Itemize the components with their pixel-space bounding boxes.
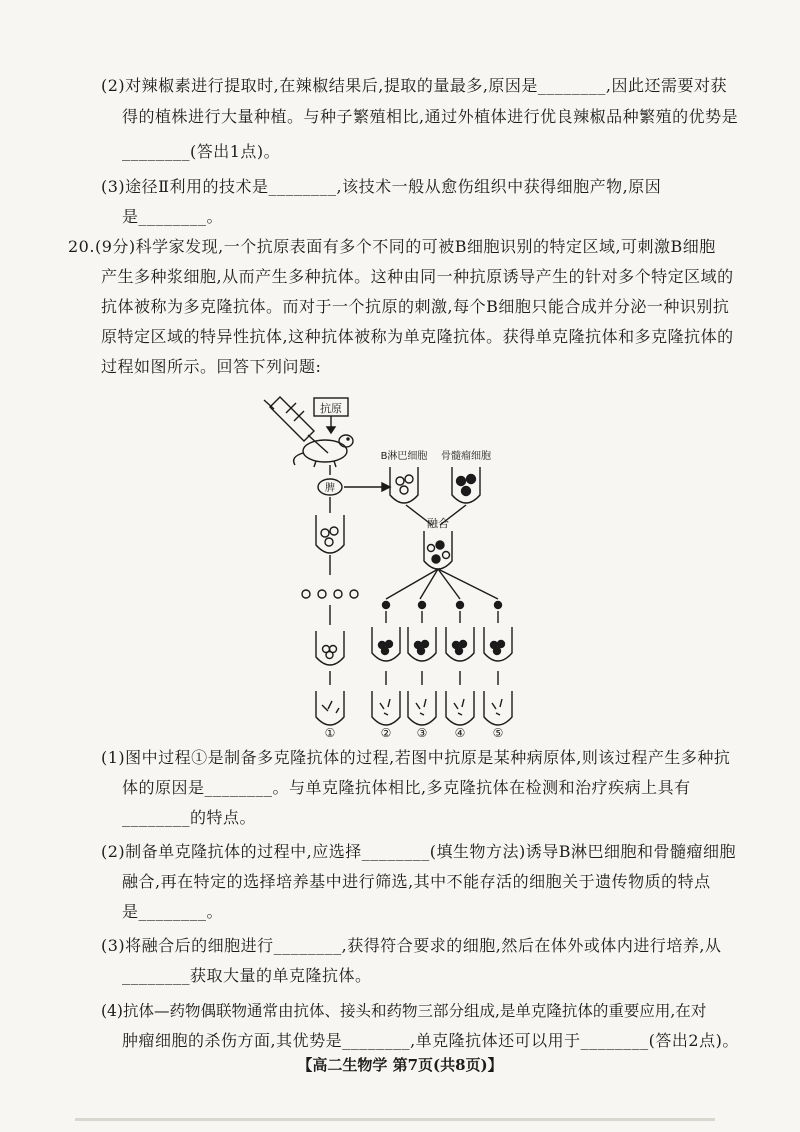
q20-part1-line2: 体的原因是________。与单克隆抗体相比,多克隆抗体在检测和治疗疾病上具有 [122, 778, 691, 797]
antibody-tube-1 [316, 691, 344, 725]
q20-intro-line1: 20.(9分)科学家发现,一个抗原表面有多个不同的可被B细胞识别的特定区域,可刺激B细胞 [68, 237, 716, 256]
q20-part2-line3: 是________。 [122, 902, 224, 921]
q19-part3-line1: (3)途径Ⅱ利用的技术是________,该技术一般从愈伤组织中获得细胞产物,原因 [101, 177, 662, 196]
antibody-tube-3 [408, 691, 436, 725]
label-fusion: 融合 [427, 517, 449, 530]
page-footer: 【高二生物学 第7页(共8页)】 [297, 1056, 503, 1074]
label-n3: ③ [416, 726, 428, 740]
q20-intro-line2: 产生多种浆细胞,从而产生多种抗体。这种由同一种抗原诱导产生的针对多个特定区域的 [101, 267, 734, 286]
label-myeloma: 骨髓瘤细胞 [441, 451, 491, 462]
label-b-cell: B淋巴细胞 [380, 451, 428, 462]
label-antigen: 抗原 [320, 402, 342, 415]
label-spleen: 脾 [325, 483, 335, 494]
q19-part2-line3: ________(答出1点)。 [122, 142, 281, 161]
q20-part2-line2: 融合,再在特定的选择培养基中进行筛选,其中不能存活的细胞关于遗传物质的特点 [122, 872, 711, 891]
myeloma-tube [452, 467, 480, 503]
label-n2: ② [380, 726, 392, 740]
scan-edge [75, 1118, 715, 1121]
q20-part4-line1: (4)抗体—药物偶联物通常由抗体、接头和药物三部分组成,是单克隆抗体的重要应用,在对 [101, 1002, 707, 1020]
q19-part2-line1: (2)对辣椒素进行提取时,在辣椒结果后,提取的量最多,原因是________,因此还需要对获 [101, 76, 728, 95]
b-cell-tube [390, 467, 418, 503]
label-n5: ⑤ [492, 726, 504, 740]
q20-part3-line1: (3)将融合后的细胞进行________,获得符合要求的细胞,然后在体外或体内进行培养,从 [101, 936, 722, 955]
q20-intro-line3: 抗体被称为多克隆抗体。而对于一个抗原的刺激,每个B细胞只能合成并分泌一种识别抗 [101, 297, 730, 316]
antibody-tube-5 [484, 691, 512, 725]
q20-intro-line4: 原特定区域的特异性抗体,这种抗体被称为单克隆抗体。获得单克隆抗体和多克隆抗体的 [101, 327, 734, 346]
q20-part1-line3: ________的特点。 [122, 808, 257, 827]
q19-part3-line2: 是________。 [122, 207, 224, 226]
q20-part3-line2: ________获取大量的单克隆抗体。 [122, 966, 372, 985]
q20-intro-line5: 过程如图所示。回答下列问题: [101, 357, 322, 376]
q20-part4-line2: 肿瘤细胞的杀伤方面,其优势是________,单克隆抗体还可以用于________(答出2点)。 [122, 1031, 739, 1050]
antibody-diagram [250, 395, 560, 740]
polyclonal-tube [316, 515, 344, 553]
antibody-tube-2 [372, 691, 400, 725]
label-n1: ① [324, 726, 336, 740]
antibody-tube-4 [446, 691, 474, 725]
label-n4: ④ [454, 726, 466, 740]
q19-part2-line2: 得的植株进行大量种植。与种子繁殖相比,通过外植体进行优良辣椒品种繁殖的优势是 [122, 107, 739, 126]
q20-part2-line1: (2)制备单克隆抗体的过程中,应选择________(填生物方法)诱导B淋巴细胞和骨髓瘤细胞 [101, 842, 736, 861]
q20-part1-line1: (1)图中过程①是制备多克隆抗体的过程,若图中抗原是某种病原体,则该过程产生多种抗 [101, 748, 731, 767]
syringe-icon [264, 397, 328, 453]
